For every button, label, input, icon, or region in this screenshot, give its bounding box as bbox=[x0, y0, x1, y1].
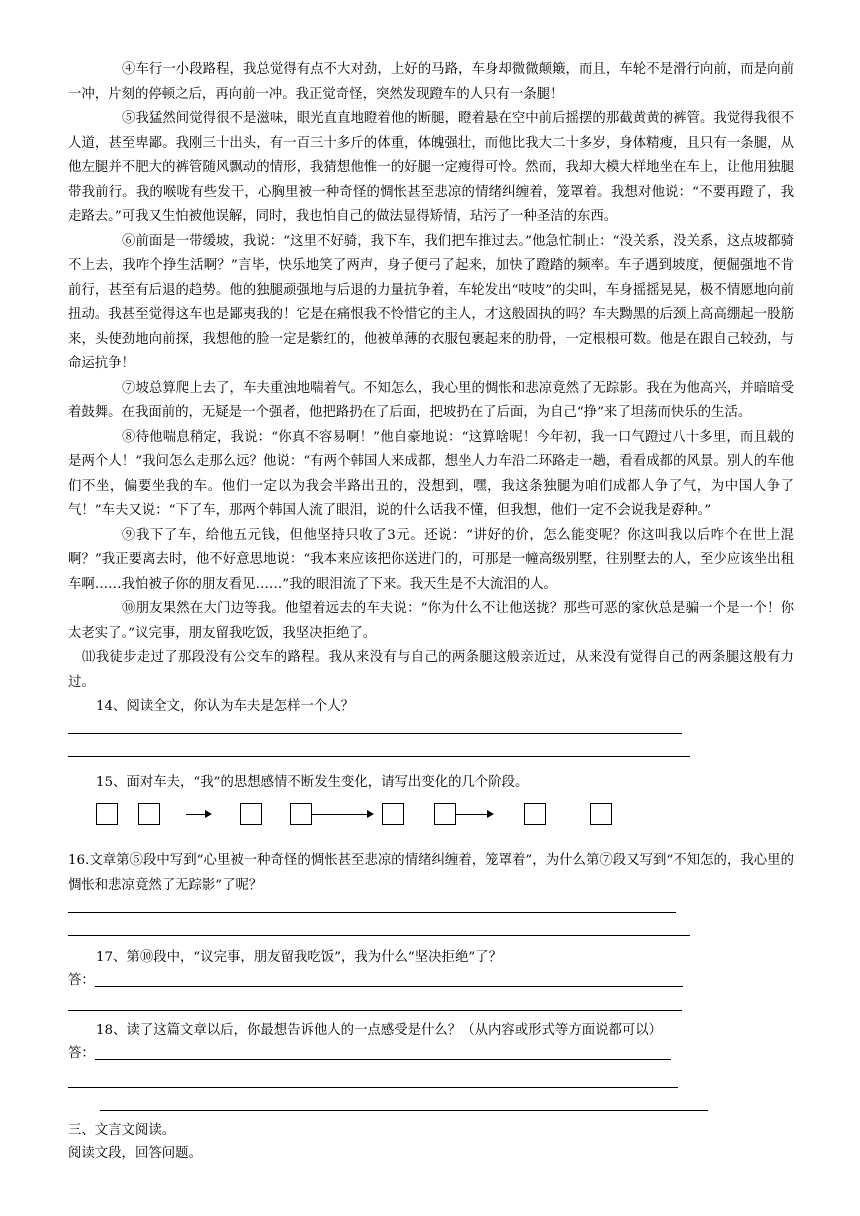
paragraph-10: ⑩朋友果然在大门边等我。他望着远去的车夫说：“你为什么不让他送拢？那些可恶的家伙总是骗一个是一个！你太老实了。”议完事，朋友留我吃饭，我坚决拒绝了。 bbox=[68, 601, 794, 641]
answer-box[interactable] bbox=[382, 803, 404, 825]
question-14: 14、阅读全文，你认为车夫是怎样一个人？ bbox=[96, 699, 355, 714]
paragraph-4: ④车行一小段路程，我总觉得有点不大对劲，上好的马路，车身却微微颠簸，而且，车轮不是滑行向前，而是向前一冲，片刻的停顿之后，再向前一冲。我正觉奇怪，突然发现蹬车的人只有一条腿！ bbox=[68, 62, 794, 102]
answer-line[interactable] bbox=[95, 1059, 671, 1060]
paragraph-11: ⑾我徒步走过了那段没有公交车的路程。我从来没有与自己的两条腿这般亲近过，从来没有觉得自己的两条腿这般有力过。 bbox=[68, 650, 794, 690]
answer-row bbox=[68, 1043, 794, 1065]
answer-box[interactable] bbox=[290, 803, 312, 825]
document-page bbox=[68, 58, 794, 1165]
section-instruction: 阅读文段，回答问题。 bbox=[68, 1146, 202, 1161]
answer-box[interactable] bbox=[434, 803, 456, 825]
question-17: 17、第⑩段中，“议完事，朋友留我吃饭”，我为什么“坚决拒绝”了？ bbox=[96, 950, 502, 965]
answer-box[interactable] bbox=[138, 803, 160, 825]
paragraph-5: ⑤我猛然间觉得很不是滋味，眼光直直地瞪着他的断腿，瞪着悬在空中前后摇摆的那截黄黄的裤管。我觉得我很不人道，甚至卑鄙。我刚三十出头，有一百三十多斤的体重，体魄强壮，而他比我大二十多岁，身体精瘦，且只有一条腿，从他左腿并不肥大的裤管随风飘动的情形，我猜想他惟一的好腿一定瘦得可怜。然而，我却大模大样地坐在车上，让他用独腿带我前行。我的喉咙有些发干，心胸里被一种奇怪的惆怅甚至悲凉的情绪纠缠着，笼罩着。我想对他说：“不要再蹬了，我走路去。”可我又生怕被他误解，同时，我也怕自己的做法显得矫情，玷污了一种圣洁的东西。 bbox=[68, 111, 794, 224]
stage-boxes bbox=[68, 803, 794, 833]
answer-box[interactable] bbox=[240, 803, 262, 825]
answer-label: 答： bbox=[68, 973, 95, 988]
answer-box[interactable] bbox=[524, 803, 546, 825]
section-heading: 三、文言文阅读。 bbox=[68, 1123, 176, 1138]
paragraph-7: ⑦坡总算爬上去了，车夫重浊地喘着气。不知怎么，我心里的惆怅和悲凉竟然了无踪影。我在为他高兴，并暗暗受着鼓舞。在我面前的，无疑是一个强者，他把路扔在了后面，把坡扔在了后面，为自己“挣”来了坦荡而快乐的生活。 bbox=[68, 380, 794, 420]
paragraph-9: ⑨我下了车，给他五元钱，但他坚持只收了3元。还说：“讲好的价，怎么能变呢？你这叫我以后咋个在世上混啊？”我正要离去时，他不好意思地说：“我本来应该把你送进门的，可那是一幢高级别墅，往别墅去的人，至少应该坐出租车啊……我怕被子你的朋友看见……”我的眼泪流了下来。我天生是不大流泪的人。 bbox=[68, 527, 794, 592]
answer-line[interactable] bbox=[95, 986, 683, 987]
question-15: 15、面对车夫，“我”的思想感情不断发生变化，请写出变化的几个阶段。 bbox=[96, 775, 529, 790]
answer-label: 答： bbox=[68, 1046, 95, 1061]
answer-row bbox=[68, 970, 794, 992]
arrow-icon bbox=[456, 814, 492, 815]
answer-box[interactable] bbox=[590, 803, 612, 825]
answer-box[interactable] bbox=[96, 803, 118, 825]
paragraph-6: ⑥前面是一带缓坡，我说：“这里不好骑，我下车，我们把车推过去。”他急忙制止：“没关系，没关系，这点坡都骑不上去，我咋个挣生活啊？”言毕，快乐地笑了两声，身子便弓了起来，加快了蹬踏的频率。车子遇到坡度，便倔强地不肯前行，甚至有后退的趋势。他的独腿顽强地与后退的力量抗争着，车轮发出“吱吱”的尖叫，车身摇摇晃晃，极不情愿地向前扭动。我甚至觉得这车也是鄙夷我的！它是在痛恨我不怜惜它的主人，才这般固执的吗？车夫黝黑的后颈上高高绷起一股筋来，头使劲地向前探，我想他的脸一定是紫红的，他被单薄的衣服包裹起来的肋骨，一定根根可数。他是在跟自己较劲，与命运抗争！ bbox=[68, 233, 794, 371]
paragraph-8: ⑧待他喘息稍定，我说：“你真不容易啊！”他自豪地说：“这算啥呢！今年初，我一口气蹬过八十多里，而且载的是两个人！”我问怎么走那么远？他说：“有两个韩国人来成都，想坐人力车沿二环路走一趟，看看成都的风景。别人的车他们不坐，偏要坐我的车。他们一定以为我会半路出丑的，没想到，嘿，我这条独腿为咱们成都人争了气，为中国人争了气！”车夫又说：“下了车，那两个韩国人流了眼泪，说的什么话我不懂，但我想，他们一定不会说我是孬种。” bbox=[68, 429, 794, 518]
arrow-icon bbox=[312, 814, 372, 815]
question-18: 18、读了这篇文章以后，你最想告诉他人的一点感受是什么？（从内容或形式等方面说都可以） bbox=[96, 1023, 663, 1038]
arrow-icon bbox=[186, 814, 210, 815]
question-16: 16.文章第⑤段中写到“心里被一种奇怪的惆怅甚至悲凉的情绪纠缠着，笼罩着”，为什么第⑦段又写到“不知怎的，我心里的惆怅和悲凉竟然了无踪影”了呢？ bbox=[68, 853, 794, 893]
